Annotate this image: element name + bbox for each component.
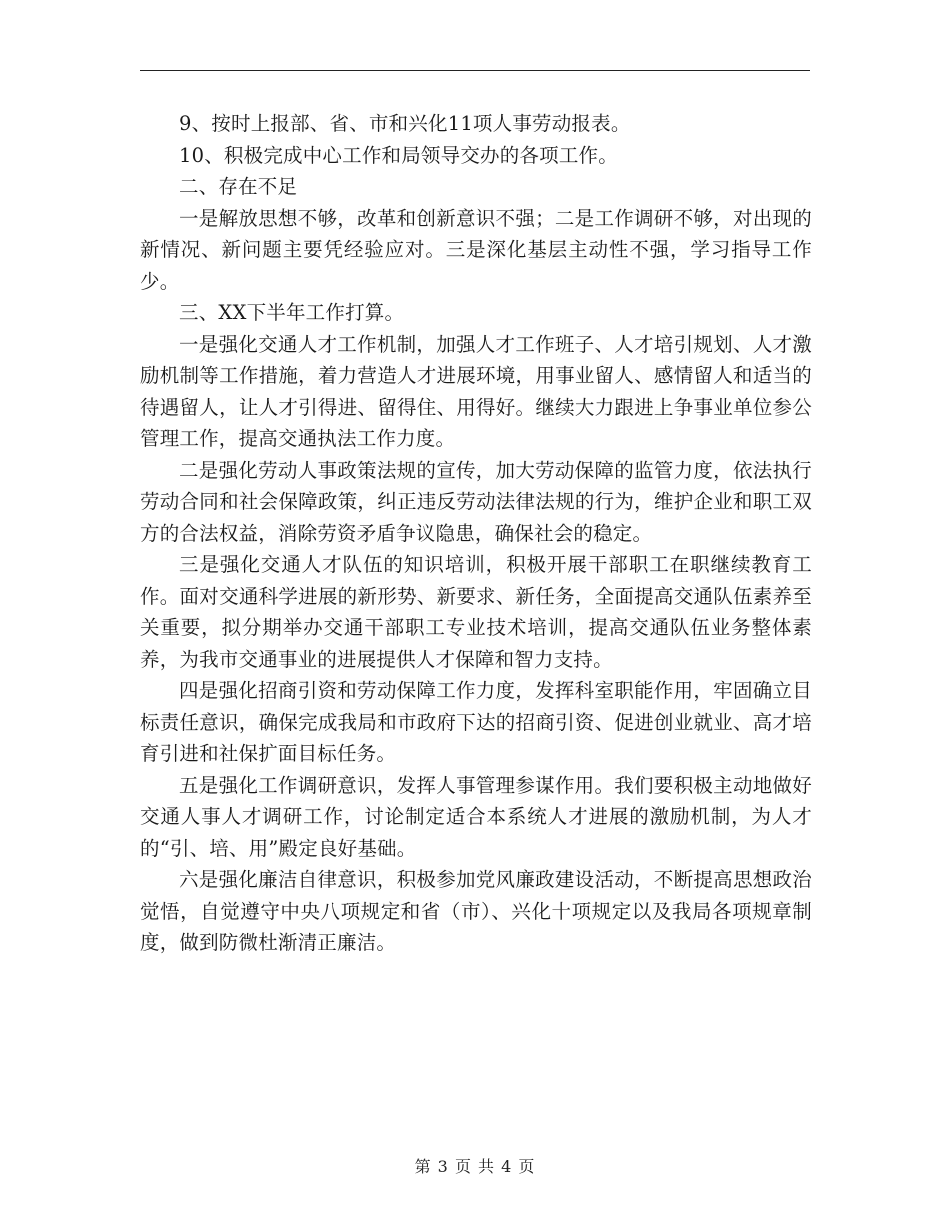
document-body xyxy=(140,108,812,959)
paragraph-item-10: 10、积极完成中心工作和局领导交办的各项工作。 xyxy=(179,143,618,167)
paragraph-plan-6: 六是强化廉洁自律意识，积极参加党风廉政建设活动，不断提高思想政治觉悟，自觉遵守中央八项规定和省（市）、兴化十项规定以及我局各项规章制度，做到防微杜渐清正廉洁。 xyxy=(140,868,812,954)
section-heading-shortcomings: 二、存在不足 xyxy=(179,175,298,198)
header-rule xyxy=(140,70,810,71)
section-heading-plan: 三、XX下半年工作打算。 xyxy=(179,301,405,324)
paragraph-shortcomings: 一是解放思想不够，改革和创新意识不强；二是工作调研不够，对出现的新情况、新问题主要凭经验应对。三是深化基层主动性不强，学习指导工作少。 xyxy=(140,206,812,293)
paragraph-item-9: 9、按时上报部、省、市和兴化11项人事劳动报表。 xyxy=(179,112,631,135)
paragraph-plan-4: 四是强化招商引资和劳动保障工作力度，发挥科室职能作用，牢固确立目标责任意识，确保完成我局和市政府下达的招商引资、促进创业就业、高才培育引进和社保扩面目标任务。 xyxy=(140,679,812,765)
paragraph-plan-2: 二是强化劳动人事政策法规的宣传，加大劳动保障的监管力度，依法执行劳动合同和社会保障政策，纠正违反劳动法律法规的行为，维护企业和职工双方的合法权益，消除劳资矛盾争议隐患，确保社会的稳定。 xyxy=(140,458,812,545)
paragraph-plan-1: 一是强化交通人才工作机制，加强人才工作班子、人才培引规划、人才激励机制等工作措施，着力营造人才进展环境，用事业留人、感情留人和适当的待遇留人，让人才引得进、留得住、用得好。继续大力跟进上争事业单位参公管理工作，提高交通执法工作力度。 xyxy=(140,332,812,450)
page-number-footer: 第 3 页 共 4 页 xyxy=(414,1157,536,1176)
paragraph-plan-3: 三是强化交通人才队伍的知识培训，积极开展干部职工在职继续教育工作。面对交通科学进展的新形势、新要求、新任务，全面提高交通队伍素养至关重要，拟分期举办交通干部职工专业技术培训，提高交通队伍业务整体素养，为我市交通事业的进展提供人才保障和智力支持。 xyxy=(140,553,812,671)
paragraph-plan-5: 五是强化工作调研意识，发挥人事管理参谋作用。我们要积极主动地做好交通人事人才调研工作，讨论制定适合本系统人才进展的激励机制，为人才的“引、培、用”殿定良好基础。 xyxy=(140,773,812,860)
